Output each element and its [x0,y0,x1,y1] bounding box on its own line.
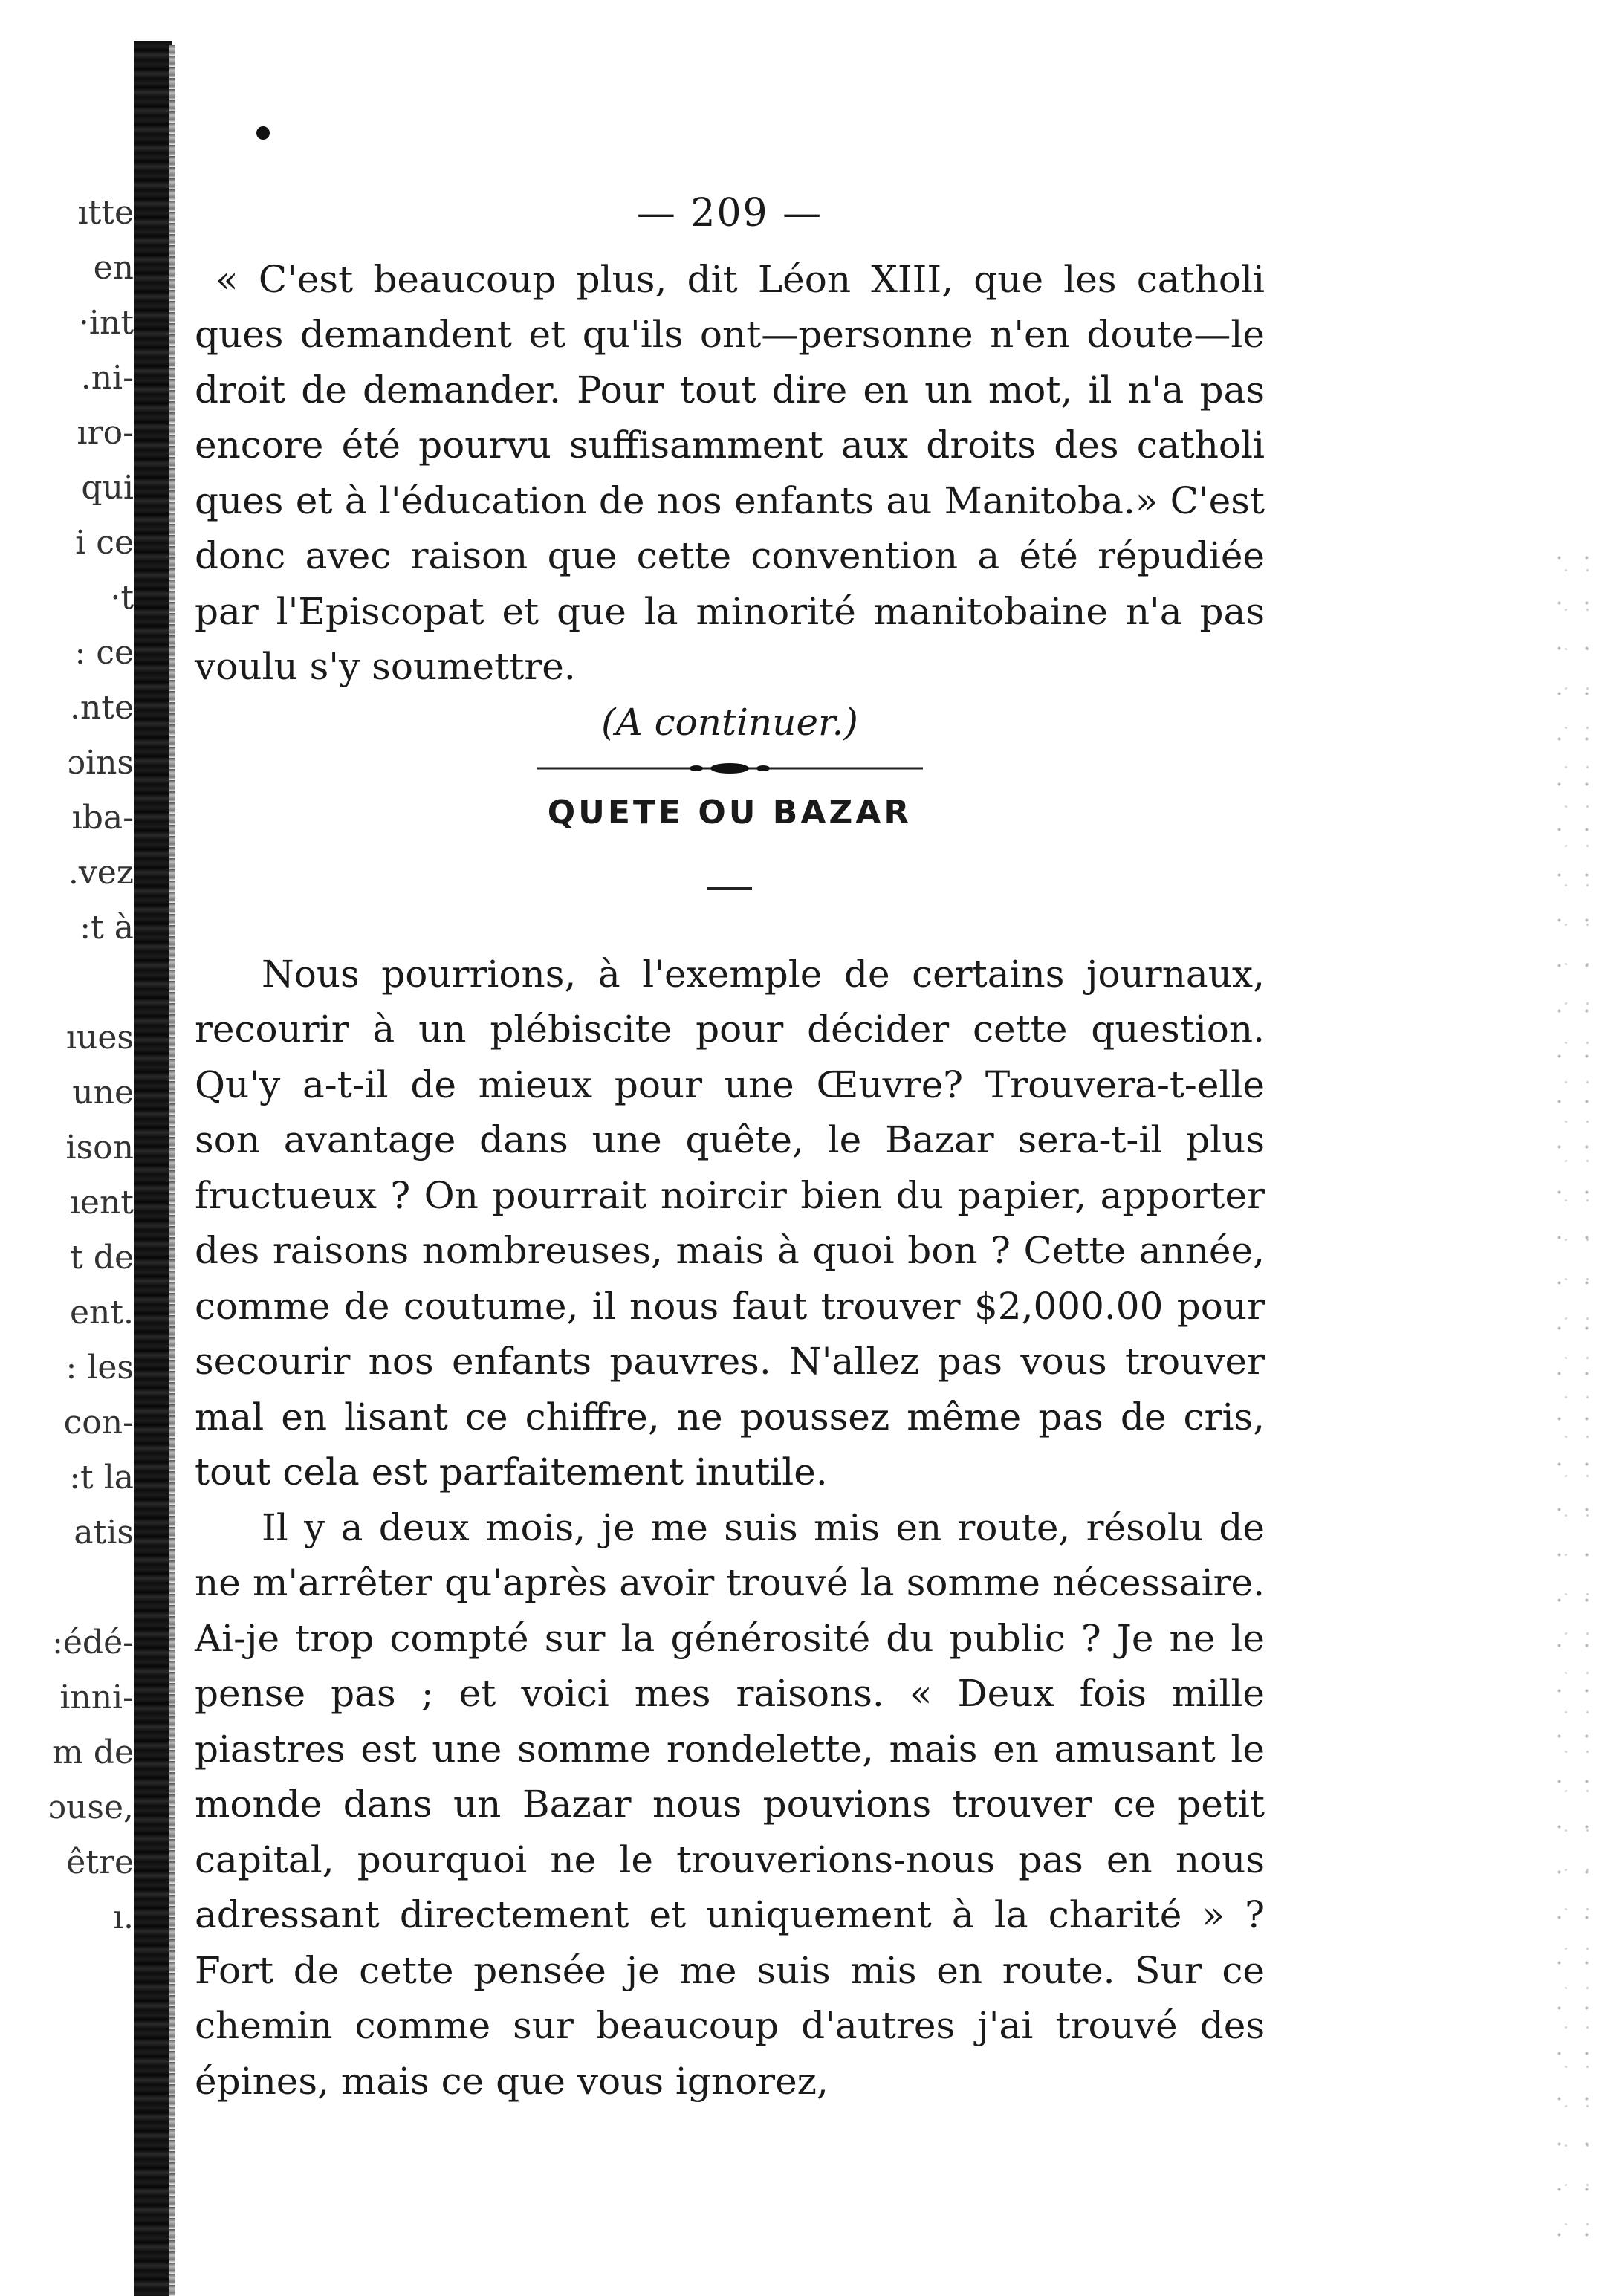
text-line: ques et à l'éducation de nos enfants au Manitoba.» C'est [195,479,1265,522]
text-line: Il y a deux mois, je me suis mis en route, résolu de [262,1505,1265,1549]
fragment-line: ı. [112,1898,134,1936]
fragment-line: qui [81,469,134,507]
paragraph-2 [195,1500,1265,2109]
section-divider [707,887,752,890]
ink-dot [256,126,270,140]
fragment-line: :t la [69,1459,134,1496]
text-line: On pourrait noircir bien du papier, apporter des raisons [195,1173,1265,1272]
paragraph-1 [195,947,1265,1500]
fragment-line: ıro- [77,414,134,452]
text-line: Ai-je trop compté sur la générosité du public ? Je ne le [195,1616,1265,1660]
fragment-line: ıent [69,1184,134,1222]
continuation-note: (A continuer.) [601,700,858,744]
text-line: est une somme rondelette, mais en amusant le monde dans [195,1727,1265,1826]
margin-specks [1546,535,1605,2244]
text-line: recourir à un plébiscite pour décider cette question. Qu'y [195,1008,1265,1106]
fragment-line: m de [52,1734,134,1771]
text-line: pense pas ; et voici mes raisons. « Deux fois mille piastres [195,1672,1265,1771]
fragment-line: ɔins [67,744,134,782]
text-line: « C'est beaucoup plus, dit Léon XIII, que les catholi [215,257,1265,301]
text-line: un Bazar nous pouvions trouver ce petit capital, pourquoi [195,1783,1265,1881]
fragment-line: : les [65,1349,134,1387]
text-line: ne le trouverions-nous pas en nous adressant directement [195,1838,1265,1936]
fragment-line: ıba- [71,799,134,837]
fragment-line: ɔuse, [48,1789,134,1826]
fragment-line: ·int [78,304,134,342]
text-line: l'Episcopat et que la minorité manitobaine n'a pas voulu [195,589,1265,688]
fragment-gap [30,956,134,1011]
facing-page-fragments [30,186,134,1945]
fragment-line: i ce [75,524,134,562]
fragment-line: .vez [68,854,134,892]
text-line: enfants pauvres. N'allez pas vous trouver mal en lisant [195,1340,1265,1439]
fragment-line: con- [63,1404,134,1442]
text-line: s'y soumettre. [309,645,576,688]
section-title: QUETE OU BAZAR [547,794,913,831]
fragment-line: ent. [69,1294,134,1332]
text-line: suis mis en route. Sur ce chemin comme sur beaucoup [195,1948,1265,2047]
fragment-line: .ni- [80,359,134,397]
text-line: ques demandent et qu'ils ont—personne n'en doute—le [195,313,1265,356]
fragment-line: en [93,249,134,287]
page-number: — 209 — [636,191,823,236]
book-binding [134,41,172,2296]
binding-edge [169,45,175,2296]
fragment-line: atis [74,1514,134,1551]
fragment-gap [30,1560,134,1615]
fragment-line: .nte [69,689,134,727]
text-line: droit de demander. Pour tout dire en un mot, il n'a pas [195,368,1265,412]
fragment-line: ·t [110,579,134,617]
text-line: ne m'arrêter qu'après avoir trouvé la somme nécessaire. [195,1561,1265,1604]
text-line: avantage dans une quête, le Bazar sera-t-il plus fructueux ? [195,1118,1265,1217]
quote-paragraph [195,252,1265,695]
fragment-line: :édé- [52,1624,134,1661]
text-line: a-t-il de mieux pour une Œuvre? Trouvera-t-elle son [195,1063,1265,1161]
fragment-line: t de [70,1239,134,1277]
text-line: encore été pourvu suffisamment aux droits des catholi [195,424,1265,467]
fragment-line: une [72,1074,134,1112]
text-line: d'autres j'ai trouvé des épines, mais ce que vous ignorez, [195,2004,1265,2103]
text-line: parfaitement inutile. [438,1450,828,1494]
main-text [195,186,1265,2109]
text-line: ce chiffre, ne poussez même pas de cris, tout cela est [195,1395,1265,1494]
text-line: et uniquement à la charité » ? Fort de cette pensée je me [195,1893,1265,1992]
text-line: coutume, il nous faut trouver $2,000.00 pour secourir nos [195,1284,1265,1383]
text-line: nombreuses, mais à quoi bon ? Cette année, comme de [195,1229,1265,1328]
fragment-line: ison [65,1129,134,1167]
fragment-line: ıtte [77,194,134,232]
text-line: Nous pourrions, à l'exemple de certains journaux, [262,952,1265,996]
fragment-line: inni- [59,1679,134,1716]
fragment-line: : ce [74,634,134,672]
fragment-line: être [66,1843,134,1881]
fragment-line: ıues [65,1019,134,1057]
fragment-line: :t à [80,909,134,947]
ornamental-rule [537,757,923,779]
text-line: donc avec raison que cette convention a été répudiée par [195,534,1265,633]
